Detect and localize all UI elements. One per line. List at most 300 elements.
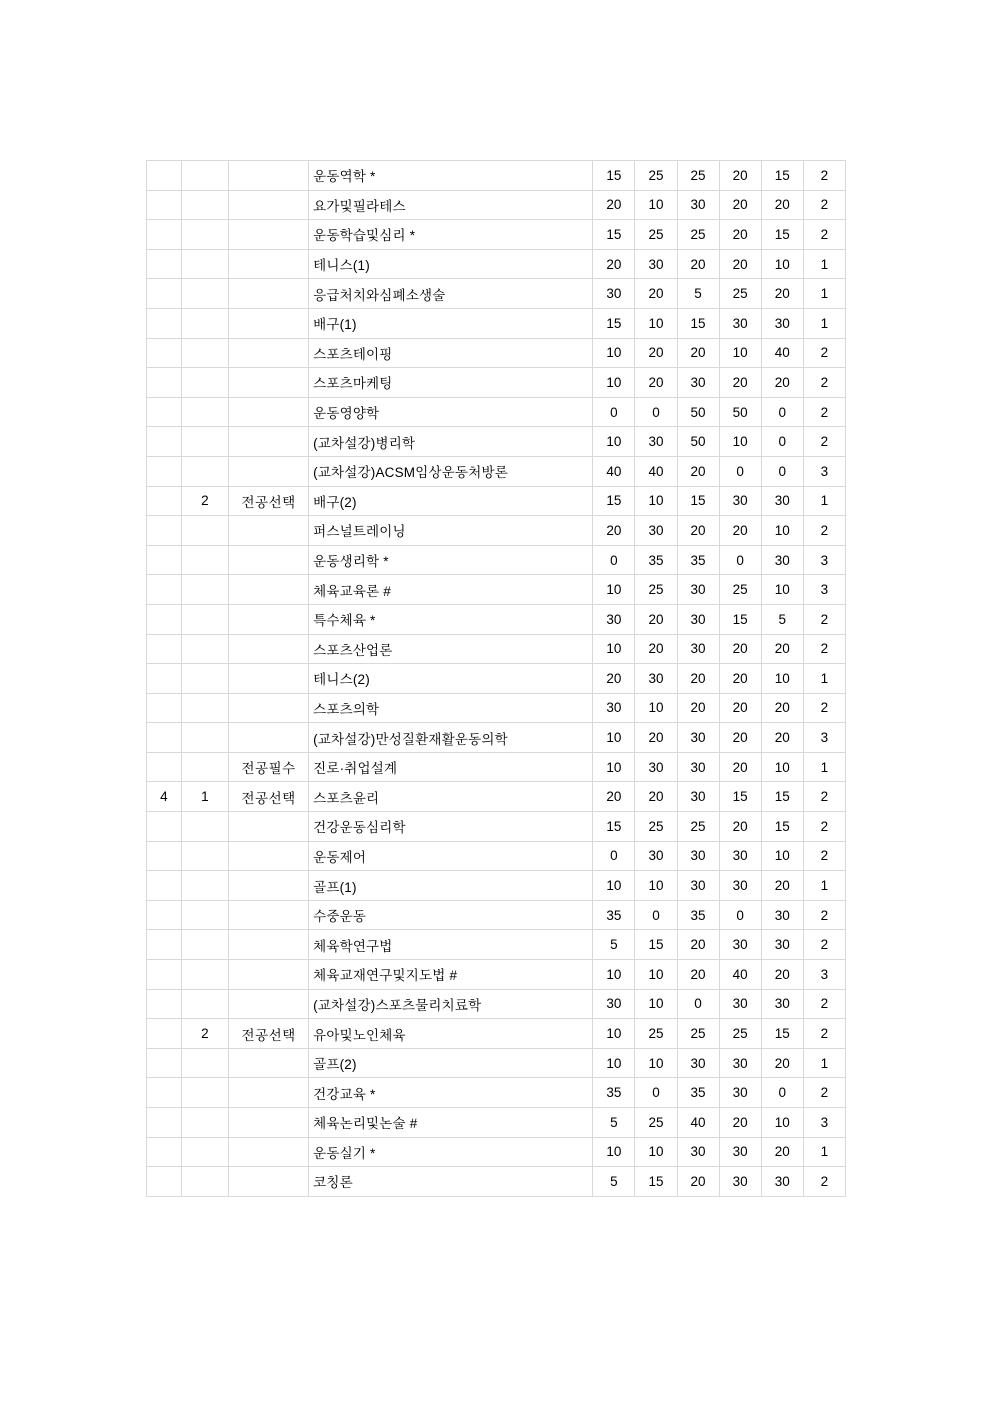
cell-score-2: 25 — [635, 1019, 677, 1049]
table-row — [147, 486, 846, 516]
cell-score-3: 25 — [677, 812, 719, 842]
cell-course-type — [229, 397, 309, 427]
cell-year — [147, 1078, 182, 1108]
cell-year — [147, 249, 182, 279]
cell-credit: 1 — [803, 249, 845, 279]
cell-score-5: 10 — [761, 249, 803, 279]
cell-course-type: 전공선택 — [229, 1019, 309, 1049]
cell-year — [147, 723, 182, 753]
table-row — [147, 752, 846, 782]
cell-score-2: 30 — [635, 752, 677, 782]
cell-score-2: 25 — [635, 220, 677, 250]
cell-course-name: 테니스(2) — [309, 664, 593, 694]
cell-semester — [181, 989, 228, 1019]
cell-score-2: 10 — [635, 308, 677, 338]
cell-credit: 2 — [803, 900, 845, 930]
cell-semester — [181, 161, 228, 191]
cell-score-1: 5 — [593, 1167, 635, 1197]
cell-score-4: 30 — [719, 1167, 761, 1197]
cell-semester — [181, 723, 228, 753]
cell-score-1: 20 — [593, 516, 635, 546]
cell-credit: 2 — [803, 930, 845, 960]
cell-semester: 2 — [181, 1019, 228, 1049]
table-row — [147, 368, 846, 398]
cell-score-2: 20 — [635, 368, 677, 398]
cell-year — [147, 634, 182, 664]
cell-year — [147, 575, 182, 605]
cell-course-type — [229, 249, 309, 279]
cell-score-2: 35 — [635, 545, 677, 575]
cell-semester — [181, 900, 228, 930]
cell-course-type — [229, 634, 309, 664]
cell-course-type — [229, 664, 309, 694]
cell-semester: 2 — [181, 486, 228, 516]
cell-score-1: 0 — [593, 841, 635, 871]
cell-score-1: 0 — [593, 545, 635, 575]
cell-course-type — [229, 427, 309, 457]
cell-score-4: 30 — [719, 308, 761, 338]
table-row — [147, 575, 846, 605]
cell-score-1: 10 — [593, 1019, 635, 1049]
cell-score-1: 30 — [593, 604, 635, 634]
cell-year — [147, 989, 182, 1019]
cell-year — [147, 427, 182, 457]
cell-score-2: 20 — [635, 279, 677, 309]
cell-score-2: 30 — [635, 516, 677, 546]
cell-score-1: 20 — [593, 664, 635, 694]
cell-course-name: 골프(1) — [309, 871, 593, 901]
cell-year — [147, 1137, 182, 1167]
cell-semester — [181, 693, 228, 723]
table-row — [147, 841, 846, 871]
cell-course-type — [229, 308, 309, 338]
cell-score-1: 10 — [593, 752, 635, 782]
cell-credit: 1 — [803, 279, 845, 309]
cell-score-4: 0 — [719, 456, 761, 486]
cell-score-5: 5 — [761, 604, 803, 634]
cell-course-name: 건강교육 * — [309, 1078, 593, 1108]
cell-score-4: 25 — [719, 279, 761, 309]
cell-score-5: 15 — [761, 161, 803, 191]
cell-score-2: 10 — [635, 190, 677, 220]
cell-semester — [181, 190, 228, 220]
cell-score-2: 10 — [635, 1048, 677, 1078]
cell-score-2: 15 — [635, 930, 677, 960]
cell-score-4: 0 — [719, 545, 761, 575]
cell-semester — [181, 871, 228, 901]
cell-score-3: 30 — [677, 604, 719, 634]
cell-score-2: 30 — [635, 427, 677, 457]
cell-course-name: 체육교재연구및지도법 # — [309, 960, 593, 990]
cell-score-5: 10 — [761, 575, 803, 605]
cell-course-type — [229, 723, 309, 753]
cell-course-name: 건강운동심리학 — [309, 812, 593, 842]
cell-score-4: 30 — [719, 930, 761, 960]
cell-score-4: 30 — [719, 1078, 761, 1108]
cell-score-4: 20 — [719, 693, 761, 723]
cell-score-5: 30 — [761, 1167, 803, 1197]
cell-score-4: 20 — [719, 249, 761, 279]
cell-year — [147, 308, 182, 338]
cell-semester — [181, 427, 228, 457]
cell-course-name: 퍼스널트레이닝 — [309, 516, 593, 546]
table-row — [147, 812, 846, 842]
table-row — [147, 1078, 846, 1108]
cell-semester — [181, 545, 228, 575]
table-row — [147, 516, 846, 546]
cell-score-3: 30 — [677, 1137, 719, 1167]
table-row — [147, 693, 846, 723]
cell-score-2: 25 — [635, 161, 677, 191]
cell-score-2: 10 — [635, 960, 677, 990]
table-row — [147, 604, 846, 634]
cell-score-3: 25 — [677, 161, 719, 191]
cell-year — [147, 812, 182, 842]
cell-year — [147, 604, 182, 634]
cell-course-name: 배구(2) — [309, 486, 593, 516]
cell-score-1: 10 — [593, 1137, 635, 1167]
cell-course-type: 전공선택 — [229, 782, 309, 812]
cell-year — [147, 161, 182, 191]
cell-course-name: 스포츠의학 — [309, 693, 593, 723]
cell-score-5: 20 — [761, 693, 803, 723]
cell-semester — [181, 812, 228, 842]
cell-semester — [181, 930, 228, 960]
table-row — [147, 1137, 846, 1167]
cell-credit: 1 — [803, 486, 845, 516]
cell-score-5: 10 — [761, 752, 803, 782]
cell-score-4: 20 — [719, 516, 761, 546]
cell-credit: 2 — [803, 1019, 845, 1049]
cell-score-3: 20 — [677, 664, 719, 694]
cell-score-1: 10 — [593, 960, 635, 990]
cell-score-3: 0 — [677, 989, 719, 1019]
cell-course-type — [229, 516, 309, 546]
cell-course-name: 운동영양학 — [309, 397, 593, 427]
cell-year — [147, 456, 182, 486]
cell-score-2: 25 — [635, 1108, 677, 1138]
cell-score-3: 30 — [677, 841, 719, 871]
cell-year — [147, 1167, 182, 1197]
table-row — [147, 220, 846, 250]
cell-course-type — [229, 1078, 309, 1108]
cell-credit: 2 — [803, 368, 845, 398]
cell-semester — [181, 368, 228, 398]
table-row — [147, 782, 846, 812]
cell-credit: 3 — [803, 1108, 845, 1138]
cell-credit: 3 — [803, 723, 845, 753]
cell-score-4: 20 — [719, 812, 761, 842]
cell-credit: 1 — [803, 664, 845, 694]
cell-score-2: 25 — [635, 575, 677, 605]
cell-score-5: 10 — [761, 841, 803, 871]
cell-score-5: 15 — [761, 1019, 803, 1049]
cell-score-2: 15 — [635, 1167, 677, 1197]
cell-year — [147, 279, 182, 309]
cell-credit: 3 — [803, 960, 845, 990]
cell-semester — [181, 220, 228, 250]
cell-credit: 3 — [803, 545, 845, 575]
cell-score-5: 15 — [761, 220, 803, 250]
cell-score-1: 15 — [593, 486, 635, 516]
cell-score-4: 20 — [719, 752, 761, 782]
cell-course-name: 골프(2) — [309, 1048, 593, 1078]
cell-credit: 2 — [803, 397, 845, 427]
cell-score-3: 15 — [677, 486, 719, 516]
cell-course-type — [229, 960, 309, 990]
cell-course-name: 응급처치와심폐소생술 — [309, 279, 593, 309]
cell-course-name: 유아및노인체육 — [309, 1019, 593, 1049]
cell-course-name: (교차설강)스포츠물리치료학 — [309, 989, 593, 1019]
cell-semester — [181, 960, 228, 990]
cell-course-type: 전공필수 — [229, 752, 309, 782]
cell-course-type — [229, 279, 309, 309]
table-row — [147, 1048, 846, 1078]
cell-score-1: 20 — [593, 782, 635, 812]
cell-course-type — [229, 368, 309, 398]
cell-semester — [181, 1108, 228, 1138]
cell-score-2: 20 — [635, 604, 677, 634]
cell-course-type — [229, 812, 309, 842]
cell-score-3: 30 — [677, 723, 719, 753]
cell-credit: 1 — [803, 752, 845, 782]
cell-score-4: 30 — [719, 871, 761, 901]
cell-score-5: 15 — [761, 812, 803, 842]
cell-year — [147, 338, 182, 368]
cell-score-1: 5 — [593, 1108, 635, 1138]
cell-score-2: 10 — [635, 486, 677, 516]
table-row — [147, 1019, 846, 1049]
cell-score-3: 20 — [677, 249, 719, 279]
cell-score-3: 30 — [677, 752, 719, 782]
cell-credit: 2 — [803, 989, 845, 1019]
cell-score-2: 40 — [635, 456, 677, 486]
cell-credit: 2 — [803, 604, 845, 634]
cell-credit: 2 — [803, 1078, 845, 1108]
cell-score-3: 30 — [677, 871, 719, 901]
cell-year — [147, 960, 182, 990]
cell-score-4: 25 — [719, 1019, 761, 1049]
cell-score-5: 0 — [761, 456, 803, 486]
table-row — [147, 279, 846, 309]
cell-score-4: 20 — [719, 368, 761, 398]
cell-semester — [181, 604, 228, 634]
table-row — [147, 161, 846, 191]
cell-score-1: 30 — [593, 693, 635, 723]
cell-semester — [181, 634, 228, 664]
table-row — [147, 989, 846, 1019]
cell-score-4: 25 — [719, 575, 761, 605]
cell-score-5: 20 — [761, 190, 803, 220]
cell-year — [147, 190, 182, 220]
cell-semester: 1 — [181, 782, 228, 812]
cell-credit: 1 — [803, 1048, 845, 1078]
cell-credit: 2 — [803, 161, 845, 191]
table-row — [147, 190, 846, 220]
cell-score-5: 30 — [761, 900, 803, 930]
table-row — [147, 308, 846, 338]
cell-semester — [181, 516, 228, 546]
cell-score-4: 20 — [719, 664, 761, 694]
curriculum-table-body — [147, 161, 846, 1197]
cell-score-3: 35 — [677, 900, 719, 930]
cell-score-1: 10 — [593, 1048, 635, 1078]
table-row — [147, 900, 846, 930]
cell-score-2: 30 — [635, 841, 677, 871]
cell-score-4: 30 — [719, 1137, 761, 1167]
curriculum-table-wrapper — [146, 160, 846, 1197]
cell-credit: 2 — [803, 634, 845, 664]
cell-course-type — [229, 871, 309, 901]
cell-score-5: 20 — [761, 634, 803, 664]
cell-score-3: 30 — [677, 634, 719, 664]
cell-credit: 2 — [803, 516, 845, 546]
cell-year — [147, 752, 182, 782]
cell-score-1: 35 — [593, 900, 635, 930]
cell-score-2: 10 — [635, 1137, 677, 1167]
cell-course-name: 스포츠테이핑 — [309, 338, 593, 368]
cell-semester — [181, 249, 228, 279]
cell-course-name: 테니스(1) — [309, 249, 593, 279]
cell-semester — [181, 575, 228, 605]
cell-score-2: 10 — [635, 693, 677, 723]
table-row — [147, 427, 846, 457]
cell-course-name: 진로·취업설계 — [309, 752, 593, 782]
cell-course-name: 운동제어 — [309, 841, 593, 871]
cell-credit: 2 — [803, 841, 845, 871]
cell-year — [147, 693, 182, 723]
curriculum-table — [146, 160, 846, 1197]
cell-score-1: 15 — [593, 220, 635, 250]
cell-score-2: 20 — [635, 338, 677, 368]
cell-credit: 3 — [803, 456, 845, 486]
cell-score-2: 30 — [635, 249, 677, 279]
cell-score-5: 30 — [761, 930, 803, 960]
cell-score-4: 30 — [719, 1048, 761, 1078]
cell-score-4: 50 — [719, 397, 761, 427]
cell-credit: 2 — [803, 693, 845, 723]
table-row — [147, 723, 846, 753]
cell-score-1: 10 — [593, 368, 635, 398]
cell-score-1: 20 — [593, 190, 635, 220]
table-row — [147, 664, 846, 694]
cell-score-4: 30 — [719, 841, 761, 871]
cell-score-1: 10 — [593, 427, 635, 457]
cell-score-3: 30 — [677, 575, 719, 605]
cell-score-3: 20 — [677, 1167, 719, 1197]
cell-year — [147, 871, 182, 901]
cell-course-name: 운동역학 * — [309, 161, 593, 191]
cell-semester — [181, 1137, 228, 1167]
cell-score-1: 10 — [593, 871, 635, 901]
cell-score-2: 10 — [635, 989, 677, 1019]
cell-year — [147, 368, 182, 398]
table-row — [147, 1167, 846, 1197]
cell-year — [147, 545, 182, 575]
cell-credit: 2 — [803, 338, 845, 368]
cell-score-1: 10 — [593, 338, 635, 368]
cell-score-5: 20 — [761, 1137, 803, 1167]
table-row — [147, 249, 846, 279]
cell-score-5: 0 — [761, 397, 803, 427]
cell-course-name: 스포츠윤리 — [309, 782, 593, 812]
cell-score-4: 20 — [719, 1108, 761, 1138]
table-row — [147, 871, 846, 901]
cell-credit: 2 — [803, 190, 845, 220]
cell-score-3: 30 — [677, 368, 719, 398]
cell-score-5: 20 — [761, 1048, 803, 1078]
cell-course-type — [229, 989, 309, 1019]
cell-course-name: 체육교육론 # — [309, 575, 593, 605]
cell-score-3: 40 — [677, 1108, 719, 1138]
cell-year — [147, 220, 182, 250]
cell-credit: 1 — [803, 1137, 845, 1167]
cell-year — [147, 664, 182, 694]
cell-course-name: 배구(1) — [309, 308, 593, 338]
cell-credit: 2 — [803, 782, 845, 812]
cell-score-5: 20 — [761, 368, 803, 398]
cell-course-name: 체육논리및논술 # — [309, 1108, 593, 1138]
cell-score-4: 10 — [719, 338, 761, 368]
cell-course-type — [229, 456, 309, 486]
cell-course-name: 요가및필라테스 — [309, 190, 593, 220]
table-row — [147, 1108, 846, 1138]
cell-course-name: (교차설강)만성질환재활운동의학 — [309, 723, 593, 753]
cell-semester — [181, 1167, 228, 1197]
cell-score-5: 10 — [761, 1108, 803, 1138]
cell-course-type — [229, 930, 309, 960]
cell-score-3: 30 — [677, 782, 719, 812]
cell-course-type — [229, 338, 309, 368]
table-row — [147, 930, 846, 960]
cell-course-type — [229, 841, 309, 871]
cell-course-type: 전공선택 — [229, 486, 309, 516]
cell-year — [147, 486, 182, 516]
cell-score-3: 25 — [677, 220, 719, 250]
cell-score-4: 20 — [719, 723, 761, 753]
cell-score-5: 30 — [761, 989, 803, 1019]
cell-score-3: 35 — [677, 1078, 719, 1108]
cell-score-4: 15 — [719, 604, 761, 634]
cell-score-5: 30 — [761, 308, 803, 338]
table-row — [147, 634, 846, 664]
cell-credit: 2 — [803, 812, 845, 842]
cell-credit: 1 — [803, 871, 845, 901]
cell-course-type — [229, 545, 309, 575]
cell-credit: 2 — [803, 1167, 845, 1197]
cell-score-1: 20 — [593, 249, 635, 279]
cell-year — [147, 1019, 182, 1049]
cell-course-type — [229, 1137, 309, 1167]
cell-score-3: 5 — [677, 279, 719, 309]
cell-year — [147, 930, 182, 960]
cell-course-name: (교차설강)ACSM임상운동처방론 — [309, 456, 593, 486]
cell-semester — [181, 1078, 228, 1108]
cell-semester — [181, 308, 228, 338]
cell-year — [147, 1048, 182, 1078]
cell-score-2: 30 — [635, 664, 677, 694]
cell-score-5: 0 — [761, 427, 803, 457]
cell-course-name: 특수체육 * — [309, 604, 593, 634]
cell-year: 4 — [147, 782, 182, 812]
cell-score-1: 30 — [593, 989, 635, 1019]
cell-score-4: 20 — [719, 634, 761, 664]
cell-score-5: 15 — [761, 782, 803, 812]
cell-score-2: 0 — [635, 397, 677, 427]
cell-year — [147, 516, 182, 546]
cell-score-2: 20 — [635, 782, 677, 812]
cell-year — [147, 900, 182, 930]
